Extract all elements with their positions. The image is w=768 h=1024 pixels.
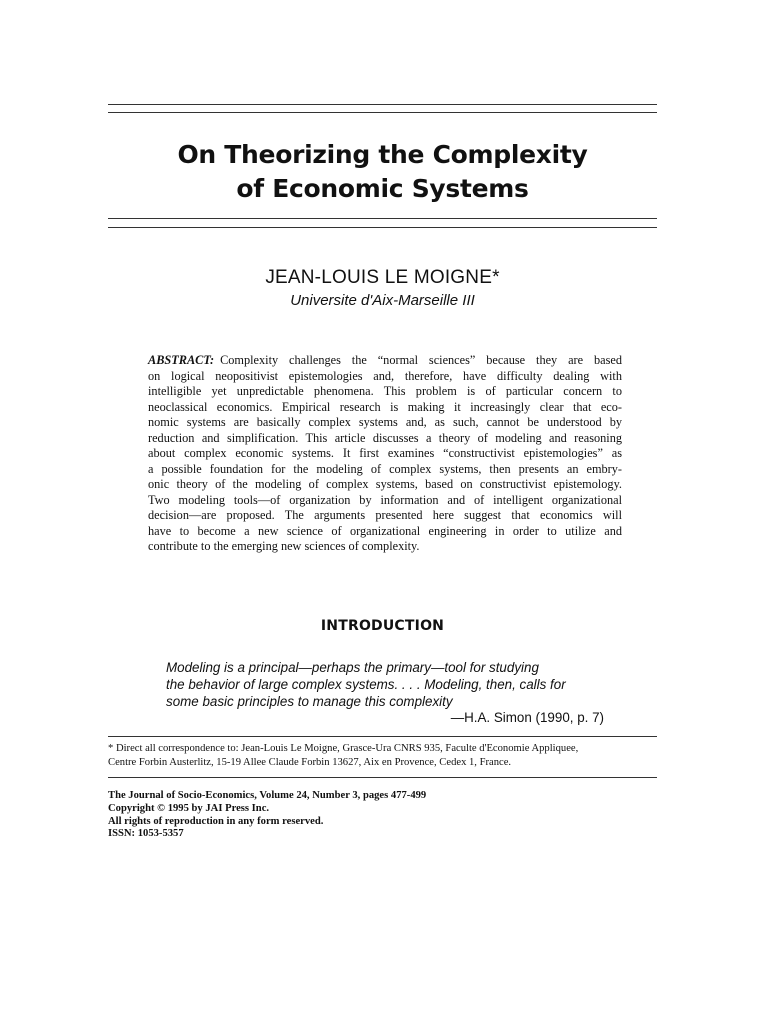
abstract-line xyxy=(148,353,622,369)
abstract-line-text: Complexity challenges the “normal sciences” because they are based xyxy=(220,353,622,367)
issn-line: ISSN: 1053-5357 xyxy=(108,828,184,840)
abstract-line: onic theory of the modeling of complex systems, based on constructivist epistemology. xyxy=(148,477,622,491)
journal-info xyxy=(108,790,657,841)
abstract-line: nomic systems are basically complex systems and, as such, cannot be understood by xyxy=(148,415,622,429)
top-rule-2 xyxy=(108,112,657,113)
abstract-line: have to become a new science of organizational engineering in order to utilize and xyxy=(148,523,622,538)
epigraph xyxy=(166,659,612,711)
title-line-1: On Theorizing the Complexity xyxy=(177,140,588,169)
abstract xyxy=(148,353,622,555)
footnote-line: Centre Forbin Austerlitz, 15-19 Allee Claude Forbin 13627, Aix en Provence, Cedex 1, France. xyxy=(108,757,512,768)
abstract-line: intelligible yet unpredictable phenomena. This problem is of particular concern to xyxy=(148,384,622,398)
epigraph-line: Modeling is a principal—perhaps the primary—tool for studying xyxy=(166,660,539,675)
author-name: JEAN-LOUIS LE MOIGNE* xyxy=(265,267,500,288)
epigraph-line: some basic principles to manage this complexity xyxy=(166,694,453,710)
section-heading-introduction: INTRODUCTION xyxy=(320,618,445,634)
abstract-label: ABSTRACT: xyxy=(148,353,215,367)
copyright-line: Copyright © 1995 by JAI Press Inc. xyxy=(108,802,270,814)
journal-rule xyxy=(108,777,657,778)
rights-line: All rights of reproduction in any form reserved. xyxy=(108,815,324,827)
author-affiliation: Universite d'Aix-Marseille III xyxy=(290,292,475,309)
abstract-line: on logical neopositivist epistemologies and, therefore, have difficulty dealing with xyxy=(148,368,622,383)
abstract-line: contribute to the emerging new sciences of complexity. xyxy=(148,539,420,553)
abstract-line: reduction and simplification. This article discusses a theory of modeling and reasoning xyxy=(148,430,622,445)
title-line-2: of Economic Systems xyxy=(236,174,529,203)
abstract-line: neoclassical economics. Empirical research is making it increasingly clear that eco- xyxy=(148,399,622,414)
abstract-line: a possible foundation for the modeling of complex systems, then presents an embry- xyxy=(148,461,622,476)
footnote-line: * Direct all correspondence to: Jean-Louis Le Moigne, Grasce-Ura CNRS 935, Faculte d'Economie Appliquee, xyxy=(108,743,579,754)
abstract-line: about complex economic systems. It first examines “constructivist epistemologies” as xyxy=(148,446,622,460)
top-rule-1 xyxy=(108,104,657,105)
title-rule-2 xyxy=(108,227,657,228)
abstract-line: decision—are proposed. The arguments presented here suggest that economics will xyxy=(148,508,622,522)
journal-citation: The Journal of Socio-Economics, Volume 24, Number 3, pages 477-499 xyxy=(108,790,427,801)
epigraph-line: the behavior of large complex systems. . . . Modeling, then, calls for xyxy=(166,677,566,693)
article-title xyxy=(108,138,657,206)
footnote xyxy=(108,742,657,770)
epigraph-citation: —H.A. Simon (1990, p. 7) xyxy=(450,710,604,725)
footnote-rule xyxy=(108,736,657,737)
abstract-line: Two modeling tools—of organization by information and of intelligent organizational xyxy=(148,492,622,507)
title-rule-1 xyxy=(108,218,657,219)
